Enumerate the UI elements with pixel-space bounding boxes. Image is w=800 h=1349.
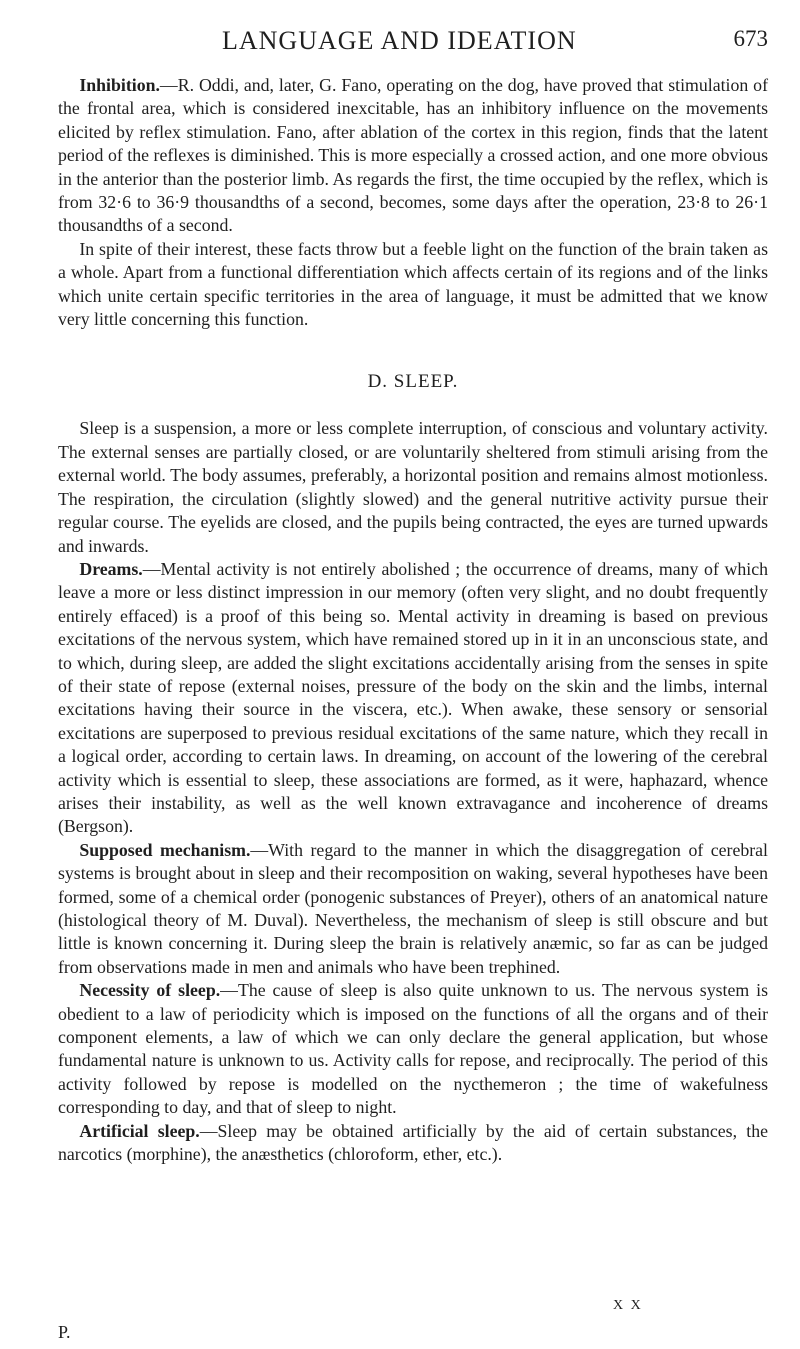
run-in-heading-necessity: Necessity of sleep. [79,980,221,1001]
page-number: 673 [733,26,768,51]
paragraph-inhibition [58,74,768,238]
section-heading: D. SLEEP. [367,371,459,393]
paragraph-dreams [58,558,768,839]
body-text [58,74,768,1166]
paragraph-text: —The cause of sleep is also quite unknown to us. The nervous system is obedient to a law of periodicity which is imposed on the functions of all the organs and of their component elements, a law of which we can only declare the general application, but whose fundamental nature is unknown to us. Activity calls for repose, and reciprocally. The period of this activity followed by repose is modelled on the nycthemeron ; the time of wakefulness corresponding to day, and that of sleep to night. [58,980,769,1118]
paragraph-function [58,238,768,332]
paragraph-text: —With regard to the manner in which the disaggregation of cerebral systems is brought about in sleep and their recomposition on waking, several hypotheses have been formed, some of a chemical order (ponogenic substances of Preyer), others of an anatomical nature (histological theory of M. Duval). Nevertheless, the mechanism of sleep is still obscure and but little is known concerning it. During sleep the brain is relatively anæmic, so far as can be judged from observations made in men and animals who have been trephined. [58,839,768,977]
paragraph-text: —Mental activity is not entirely abolished ; the occurrence of dreams, many of which leave a more or less distinct impression in our memory (often very slight, and no doubt frequently entirely effaced) is a proof of this being so. Mental activity in dreaming is based on previous excitations of the nervous system, which have remained stored up in it in an unconscious state, and to which, during sleep, are added the slight excitations accidentally arising from the senses in spite of their state of repose (external noises, pressure of the body on the skin and the limbs, internal excitations having their source in the viscera, etc.). When awake, these sensory or sensorial excitations are superposed to previous residual excitations of the same nature, which they recall in a logical order, according to certain laws. In dreaming, on account of the lowering of the cerebral activity which is essential to sleep, these associations are formed, as it were, haphazard, whence arises their instability, as well as the well known extravagance and incoherence of dreams (Bergson). [58,558,768,837]
book-page [58,0,768,1349]
run-in-heading-inhibition: Inhibition. [79,75,160,95]
paragraph-mechanism [58,839,768,979]
footer-mark: P. [58,1322,71,1342]
paragraph-necessity [58,979,768,1119]
running-title: LANGUAGE AND IDEATION [222,26,577,55]
paragraph-sleep-intro [58,417,768,557]
paragraph-text: Sleep is a suspension, a more or less complete interruption, of conscious and voluntary activity. The external senses are partially closed, or are voluntarily sheltered from stimuli arising from the external world. The body assumes, preferably, a horizontal position and remains almost motionless. The respiration, the circulation (slightly slowed) and the general nutritive activity pursue their regular course. The eyelids are closed, and the pupils being contracted, the eyes are turned upwards and inwards. [58,418,768,556]
running-head [58,20,768,60]
paragraph-text: In spite of their interest, these facts throw but a feeble light on the function of the brain taken as a whole. Apart from a functional differentiation which affects certain of its regions and of the links which unite certain specific territories in the area of language, it must be admitted that we know very little concerning this function. [58,238,768,330]
run-in-heading-artificial: Artificial sleep. [79,1120,200,1141]
paragraph-text: —R. Oddi, and, later, G. Fano, operating on the dog, have proved that stimulation of the frontal area, which is considered inexcitable, has an inhibitory influence on the movements elicited by reflex stimulation. Fano, after ablation of the cortex in this region, finds that the latent period of the reflexes is diminished. This is more especially a crossed action, and one more obvious in the anterior than the posterior limb. As regards the first, the time occupied by the reflex, which is from 32·6 to 36·9 thousandths of a second, becomes, some days after the operation, 23·8 to 26·1 thousandths of a second. [58,75,768,236]
signature-mark: X X [613,1298,643,1313]
paragraph-text: —Sleep may be obtained artificially by the aid of certain substances, the narcotics (morphine), the anæsthetics (chloroform, ether, etc.). [58,1120,769,1165]
run-in-heading-dreams: Dreams. [79,558,143,579]
paragraph-artificial [58,1120,768,1167]
run-in-heading-mechanism: Supposed mechanism. [79,839,251,860]
